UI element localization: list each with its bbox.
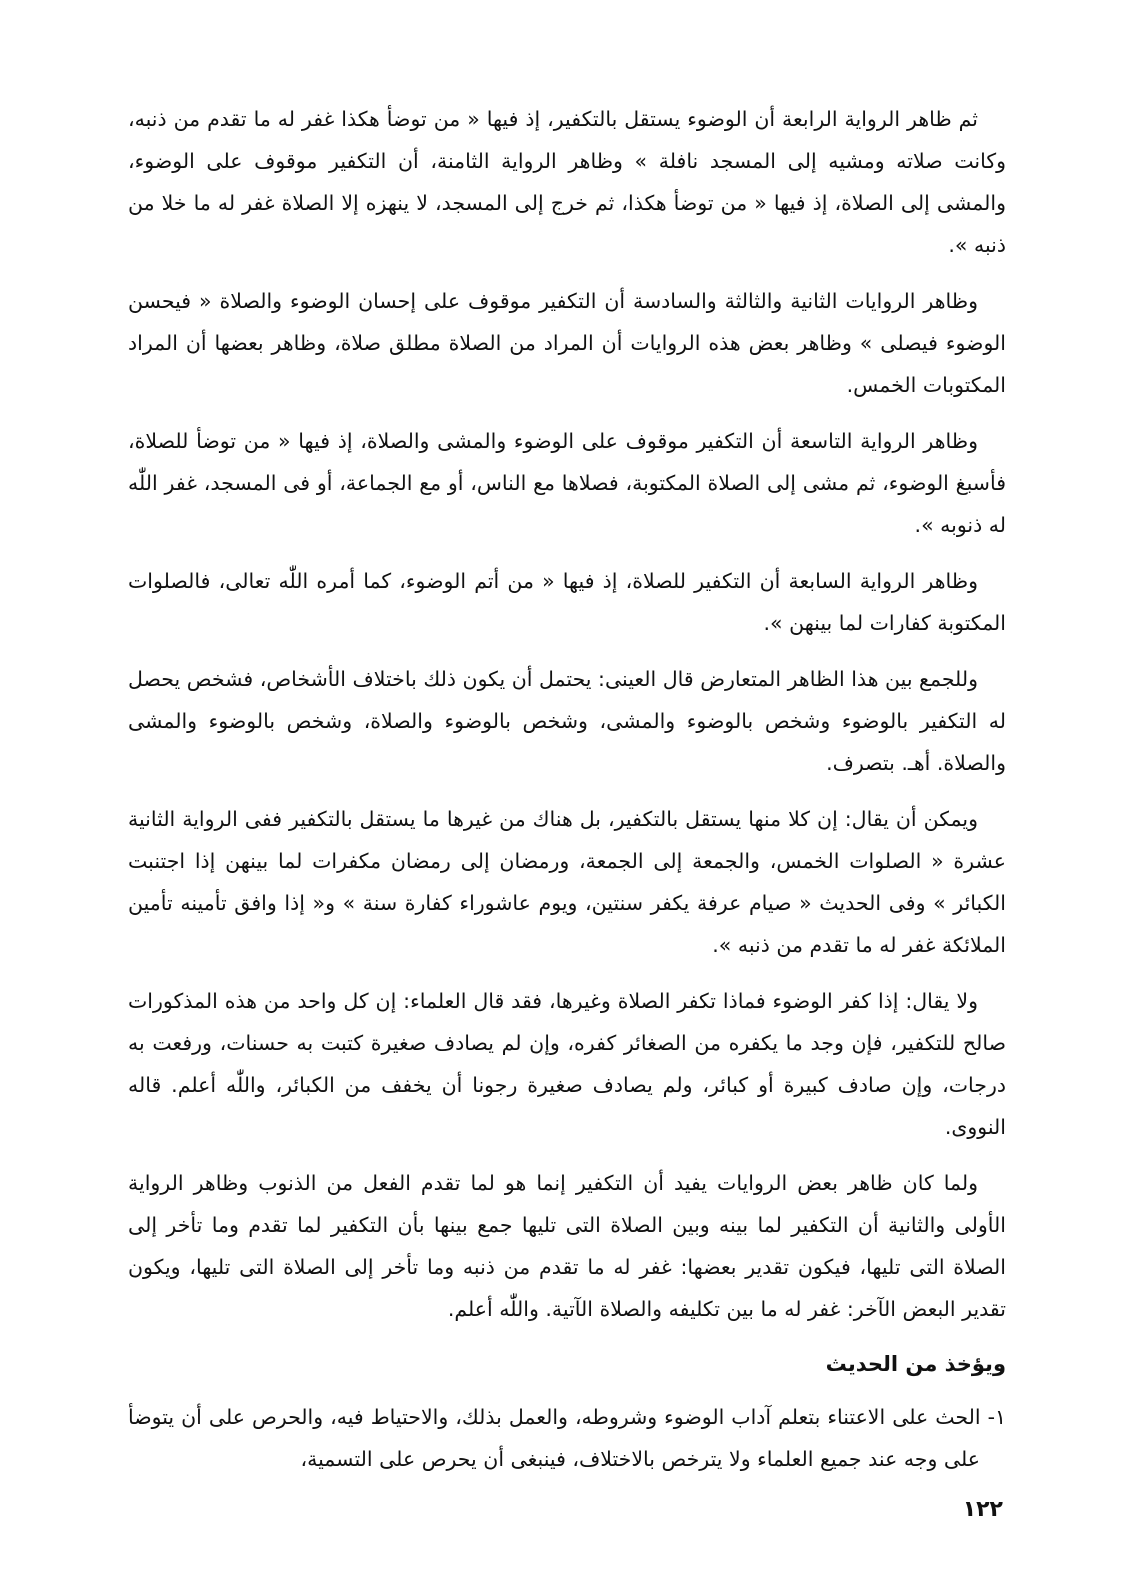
paragraph-7: ولا يقال: إذا كفر الوضوء فماذا تكفر الصلاة وغيرها، فقد قال العلماء: إن كل واحد من هذه المذكورات صالح للتكفير، فإن وجد ما يكفره من الصغائر كفره، وإن لم يصادف صغيرة كتبت به حسنات، ورفعت به درجات، وإن صادف كبيرة أو كبائر، ولم يصادف صغيرة رجونا أن يخفف من الكبائر، واللّٰه أعلم. قاله النووى. xyxy=(128,989,1006,1139)
paragraph-3: وظاهر الرواية التاسعة أن التكفير موقوف على الوضوء والمشى والصلاة، إذ فيها « من توضأ للصلاة، فأسبغ الوضوء، ثم مشى إلى الصلاة المكتوبة، فصلاها مع الناس، أو مع الجماعة، أو فى المسجد، غفر اللّٰه له ذنوبه ». xyxy=(128,429,1006,537)
section-heading: ويؤخذ من الحديث xyxy=(825,1352,1006,1376)
paragraph-5: وللجمع بين هذا الظاهر المتعارض قال العينى: يحتمل أن يكون ذلك باختلاف الأشخاص، فشخص يحصل له التكفير بالوضوء وشخص بالوضوء والمشى، وشخص بالوضوء والصلاة، وشخص بالوضوء والمشى والصلاة. أهـ. بتصرف. xyxy=(128,667,1006,775)
paragraph-8: ولما كان ظاهر بعض الروايات يفيد أن التكفير إنما هو لما تقدم الفعل من الذنوب وظاهر الرواية الأولى والثانية أن التكفير لما بينه وبين الصلاة التى تليها جمع بينها بأن التكفير لما تقدم وما تأخر إلى الصلاة التى تليها، فيكون تقدير بعضها: غفر له ما تقدم من ذنبه وما تأخر إلى الصلاة التى تليها، ويكون تقدير البعض الآخر: غفر له ما بين تكليفه والصلاة الآتية. واللّٰه أعلم. xyxy=(128,1171,1006,1321)
paragraph-6: ويمكن أن يقال: إن كلا منها يستقل بالتكفير، بل هناك من غيرها ما يستقل بالتكفير ففى الرواية الثانية عشرة « الصلوات الخمس، والجمعة إلى الجمعة، ورمضان إلى رمضان مكفرات لما بينهن إذا اجتنبت الكبائر » وفى الحديث « صيام عرفة يكفر سنتين، ويوم عاشوراء كفارة سنة » و« إذا وافق تأمينه تأمين الملائكة غفر له ما تقدم من ذنبه ». xyxy=(128,807,1006,957)
paragraph-2: وظاهر الروايات الثانية والثالثة والسادسة أن التكفير موقوف على إحسان الوضوء والصلاة « فيحسن الوضوء فيصلى » وظاهر بعض هذه الروايات أن المراد من الصلاة مطلق صلاة، وظاهر بعضها أن المراد المكتوبات الخمس. xyxy=(128,289,1006,397)
page-content xyxy=(128,98,1006,1480)
paragraph-1: ثم ظاهر الرواية الرابعة أن الوضوء يستقل بالتكفير، إذ فيها « من توضأ هكذا غفر له ما تقدم من ذنبه، وكانت صلاته ومشيه إلى المسجد نافلة » وظاهر الرواية الثامنة، أن التكفير موقوف على الوضوء، والمشى إلى الصلاة، إذ فيها « من توضأ هكذا، ثم خرج إلى المسجد، لا ينهزه إلا الصلاة غفر له ما خلا من ذنبه ». xyxy=(128,107,1006,257)
page-number: ١٢٢ xyxy=(962,1497,1003,1522)
list-item-1: ١- الحث على الاعتناء بتعلم آداب الوضوء وشروطه، والعمل بذلك، والاحتياط فيه، والحرص على أن يتوضأ على وجه عند جميع العلماء ولا يترخص بالاختلاف، فينبغى أن يحرص على التسمية، xyxy=(128,1405,1006,1471)
paragraph-4: وظاهر الرواية السابعة أن التكفير للصلاة، إذ فيها « من أتم الوضوء، كما أمره اللّٰه تعالى، فالصلوات المكتوبة كفارات لما بينهن ». xyxy=(128,569,1006,635)
